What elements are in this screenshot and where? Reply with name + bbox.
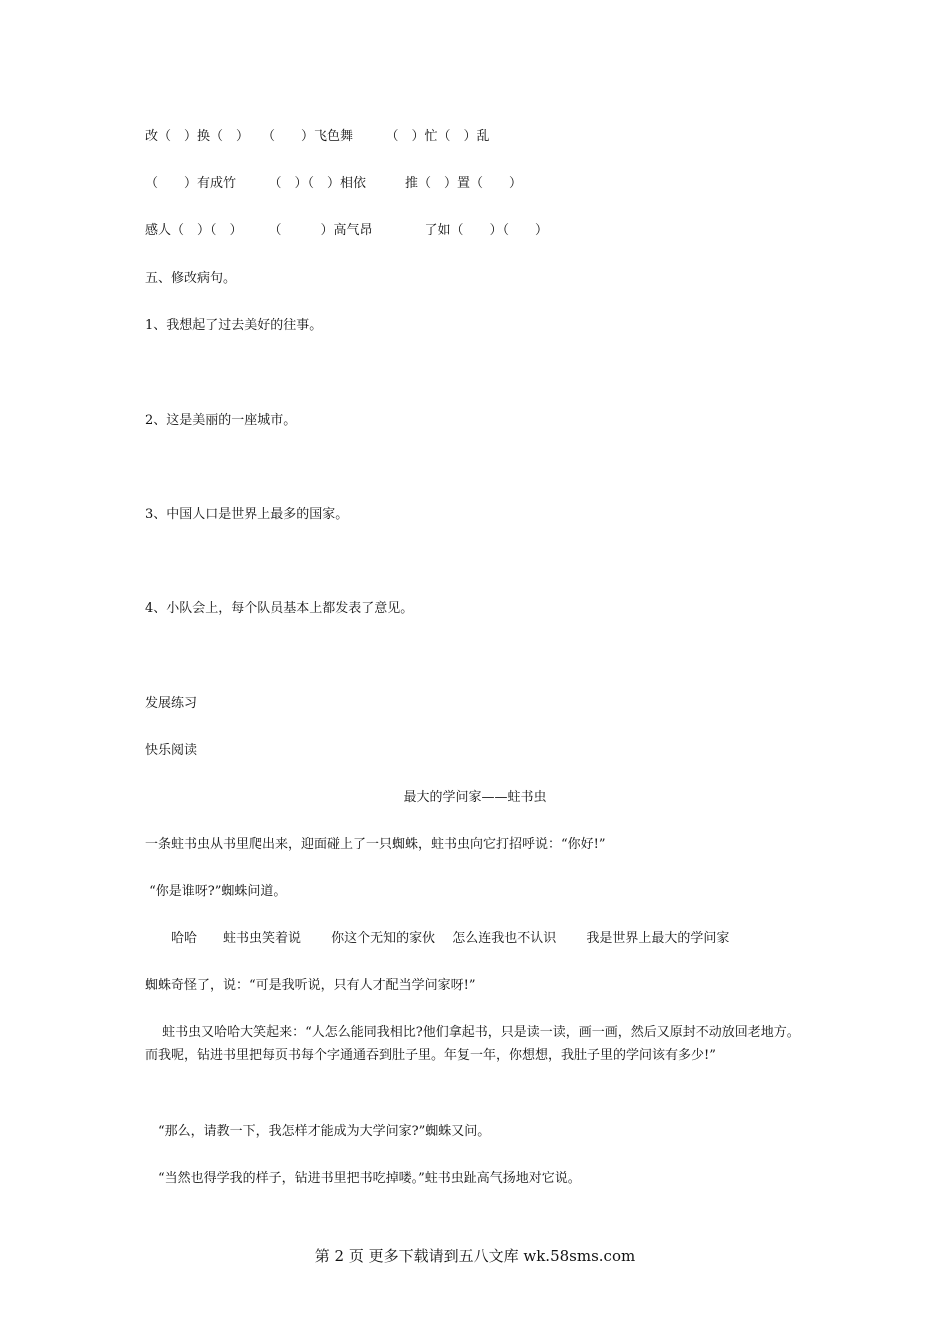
sentence-item-2: 2、这是美丽的一座城市。 <box>145 413 297 428</box>
story-title: 最大的学问家——蛀书虫 <box>403 790 547 805</box>
development-heading: 发展练习 <box>145 696 198 711</box>
story-paragraph: “当然也得学我的样子，钻进书里把书吃掉喽。”蛀书虫趾高气扬地对它说。 <box>145 1171 581 1186</box>
fill-in-row-2: （ ）有成竹 （ ）（ ）相依 推（ ）置（ ） <box>145 176 523 191</box>
page-footer: 第 2 页 更多下载请到五八文库 wk.58sms.com <box>314 1247 636 1265</box>
story-paragraph: 一条蛀书虫从书里爬出来，迎面碰上了一只蜘蛛，蛀书虫向它打招呼说：“你好!” <box>145 837 606 852</box>
story-paragraph: “那么，请教一下，我怎样才能成为大学问家?”蜘蛛又问。 <box>145 1124 491 1139</box>
reading-subheading: 快乐阅读 <box>145 743 198 758</box>
fill-in-row-3: 感人（ ）（ ） （ ）高气昂 了如（ ）（ ） <box>145 223 549 238</box>
story-paragraph: 哈哈 蛀书虫笑着说 你这个无知的家伙 怎么连我也不认识 我是世界上最大的学问家 <box>145 931 730 946</box>
fill-in-row-1: 改（ ）换（ ） （ ）飞色舞 （ ）忙（ ）乱 <box>145 129 490 144</box>
story-paragraph: “你是谁呀?”蜘蛛问道。 <box>145 884 287 899</box>
story-paragraph: 蜘蛛奇怪了，说：“可是我听说，只有人才配当学问家呀!” <box>145 978 476 993</box>
story-paragraph: 蛀书虫又哈哈大笑起来：“人怎么能同我相比?他们拿起书，只是读一读，画一画，然后又原封不动放回老地方。而我呢，钻进书里把每页书每个字通通吞到肚子里。年复一年，你想想，我肚子里的学问该有多少!” <box>145 1025 800 1063</box>
sentence-item-4: 4、小队会上，每个队员基本上都发表了意见。 <box>145 601 414 616</box>
section-5-heading: 五、修改病句。 <box>145 271 237 286</box>
sentence-item-1: 1、我想起了过去美好的往事。 <box>145 318 323 333</box>
sentence-item-3: 3、中国人口是世界上最多的国家。 <box>145 507 349 522</box>
